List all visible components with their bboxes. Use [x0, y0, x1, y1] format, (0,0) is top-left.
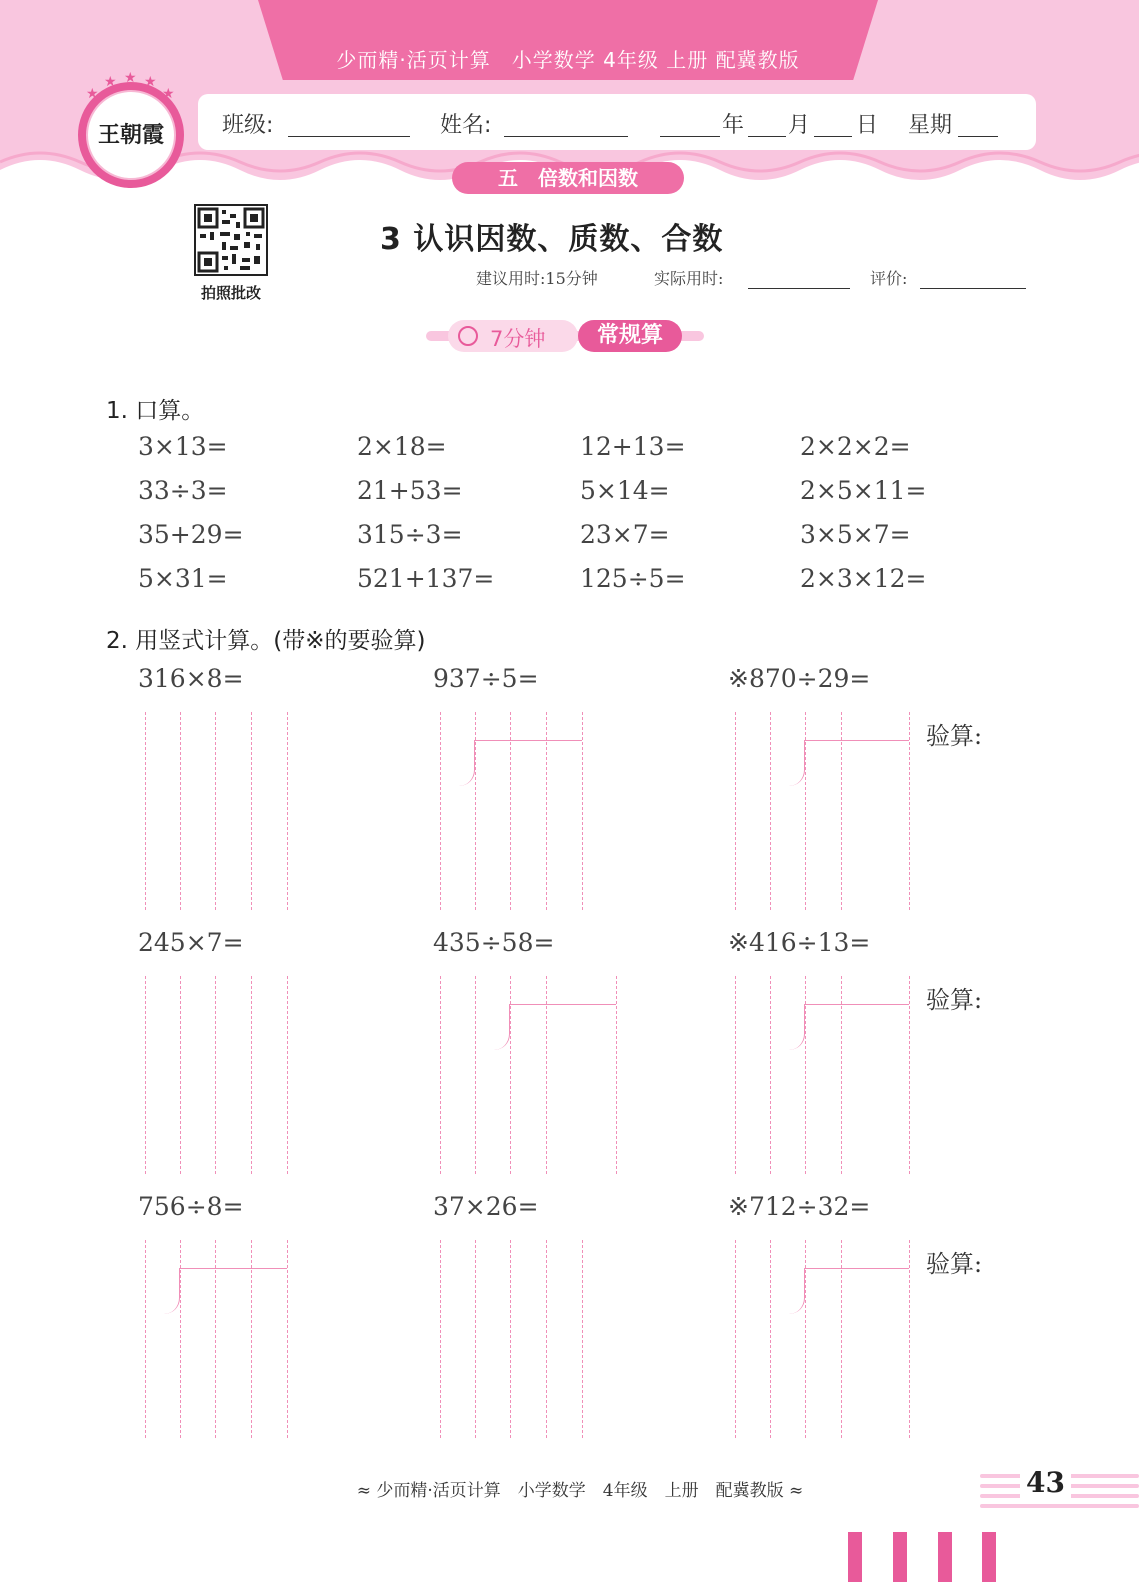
division-bracket [163, 1268, 180, 1314]
mental-calc-item: 3×5×7= [800, 520, 911, 549]
name-field[interactable] [504, 112, 628, 137]
suggested-time: 建议用时:15分钟 [476, 269, 598, 288]
mental-calc-item: 125÷5= [580, 564, 686, 593]
footer-bar [848, 1532, 862, 1582]
footer-text: ≈ 少而精·活页计算 小学数学 4年级 上册 配冀教版 ≈ [356, 1481, 804, 1501]
work-grid[interactable] [145, 976, 288, 1174]
work-grid[interactable] [145, 1240, 288, 1438]
work-grid[interactable] [145, 712, 288, 910]
division-bar [805, 740, 909, 741]
qr-label: 拍照批改 [200, 284, 261, 302]
page-number: 43 [1020, 1466, 1071, 1499]
division-bracket [788, 1004, 805, 1050]
mental-calc-item: 33÷3= [138, 476, 228, 505]
mental-calc-item: 12+13= [580, 432, 686, 461]
vertical-calc-problem: 756÷8= [138, 1192, 244, 1221]
rating-field[interactable] [920, 264, 1026, 289]
footer-bar [893, 1532, 907, 1582]
mental-calc-item: 2×18= [357, 432, 447, 461]
footer-bar [938, 1532, 952, 1582]
division-bar [805, 1004, 909, 1005]
weekday-label: 星期 [908, 113, 953, 138]
mental-calc-item: 5×14= [580, 476, 670, 505]
actual-time-field[interactable] [748, 264, 850, 289]
class-label: 班级: [222, 113, 274, 138]
month-label: 月 [788, 113, 811, 138]
star-icon: ★ [124, 70, 137, 86]
work-grid[interactable] [440, 712, 583, 910]
vertical-calc-problem: 245×7= [138, 928, 244, 957]
section-time: 7分钟 [490, 327, 546, 351]
day-field[interactable] [814, 112, 852, 137]
division-bracket [788, 740, 805, 786]
mental-calc-item: 521+137= [357, 564, 495, 593]
year-label: 年 [722, 113, 745, 138]
q1-heading: 1. 口算。 [106, 398, 205, 424]
division-bar [475, 740, 582, 741]
star-icon: ★ [104, 74, 117, 90]
class-field[interactable] [288, 112, 410, 137]
vertical-calc-problem: 435÷58= [433, 928, 555, 957]
footer-stripe [980, 1504, 1139, 1508]
month-field[interactable] [748, 112, 786, 137]
clock-icon [458, 326, 478, 346]
vertical-calc-problem: 937÷5= [433, 664, 539, 693]
mental-calc-item: 5×31= [138, 564, 228, 593]
star-icon: ★ [162, 86, 175, 102]
work-grid[interactable] [735, 1240, 878, 1438]
division-bar [805, 1268, 909, 1269]
vertical-calc-problem: 316×8= [138, 664, 244, 693]
mental-calc-item: 21+53= [357, 476, 463, 505]
check-label: 验算: [926, 1250, 983, 1278]
actual-time-label: 实际用时: [654, 269, 724, 288]
name-label: 姓名: [440, 113, 492, 138]
vertical-calc-problem: 37×26= [433, 1192, 539, 1221]
q2-heading: 2. 用竖式计算。(带※的要验算) [106, 628, 426, 654]
mental-calc-item: 315÷3= [357, 520, 463, 549]
division-bar [510, 1004, 616, 1005]
star-icon: ★ [86, 86, 99, 102]
vertical-calc-problem: ※870÷29= [728, 664, 871, 693]
star-icon: ★ [144, 74, 157, 90]
qr-code-icon[interactable] [194, 204, 268, 276]
mental-calc-item: 35+29= [138, 520, 244, 549]
division-bracket [493, 1004, 510, 1050]
vertical-calc-problem: ※416÷13= [728, 928, 871, 957]
unit-tag: 五 倍数和因数 [452, 162, 684, 194]
division-bracket [788, 1268, 805, 1314]
logo-text: 王朝霞 [97, 122, 164, 148]
mental-calc-item: 23×7= [580, 520, 670, 549]
year-field[interactable] [660, 112, 720, 137]
division-bar [180, 1268, 287, 1269]
lesson-title: 3 认识因数、质数、合数 [380, 222, 724, 257]
check-label: 验算: [926, 722, 983, 750]
work-grid[interactable] [440, 1240, 583, 1438]
section-type: 常规算 [578, 320, 682, 352]
weekday-field[interactable] [958, 112, 998, 137]
footer-bar [982, 1532, 996, 1582]
vertical-calc-problem: ※712÷32= [728, 1192, 871, 1221]
day-label: 日 [856, 113, 879, 138]
work-grid[interactable] [735, 712, 878, 910]
division-bracket [458, 740, 475, 786]
check-label: 验算: [926, 986, 983, 1014]
work-grid[interactable] [735, 976, 878, 1174]
mental-calc-item: 2×5×11= [800, 476, 927, 505]
rating-label: 评价: [870, 269, 908, 288]
mental-calc-item: 3×13= [138, 432, 228, 461]
mental-calc-item: 2×2×2= [800, 432, 911, 461]
mental-calc-item: 2×3×12= [800, 564, 927, 593]
work-grid[interactable] [440, 976, 583, 1174]
series-title: 少而精·活页计算 小学数学 4年级 上册 配冀教版 [336, 48, 800, 72]
